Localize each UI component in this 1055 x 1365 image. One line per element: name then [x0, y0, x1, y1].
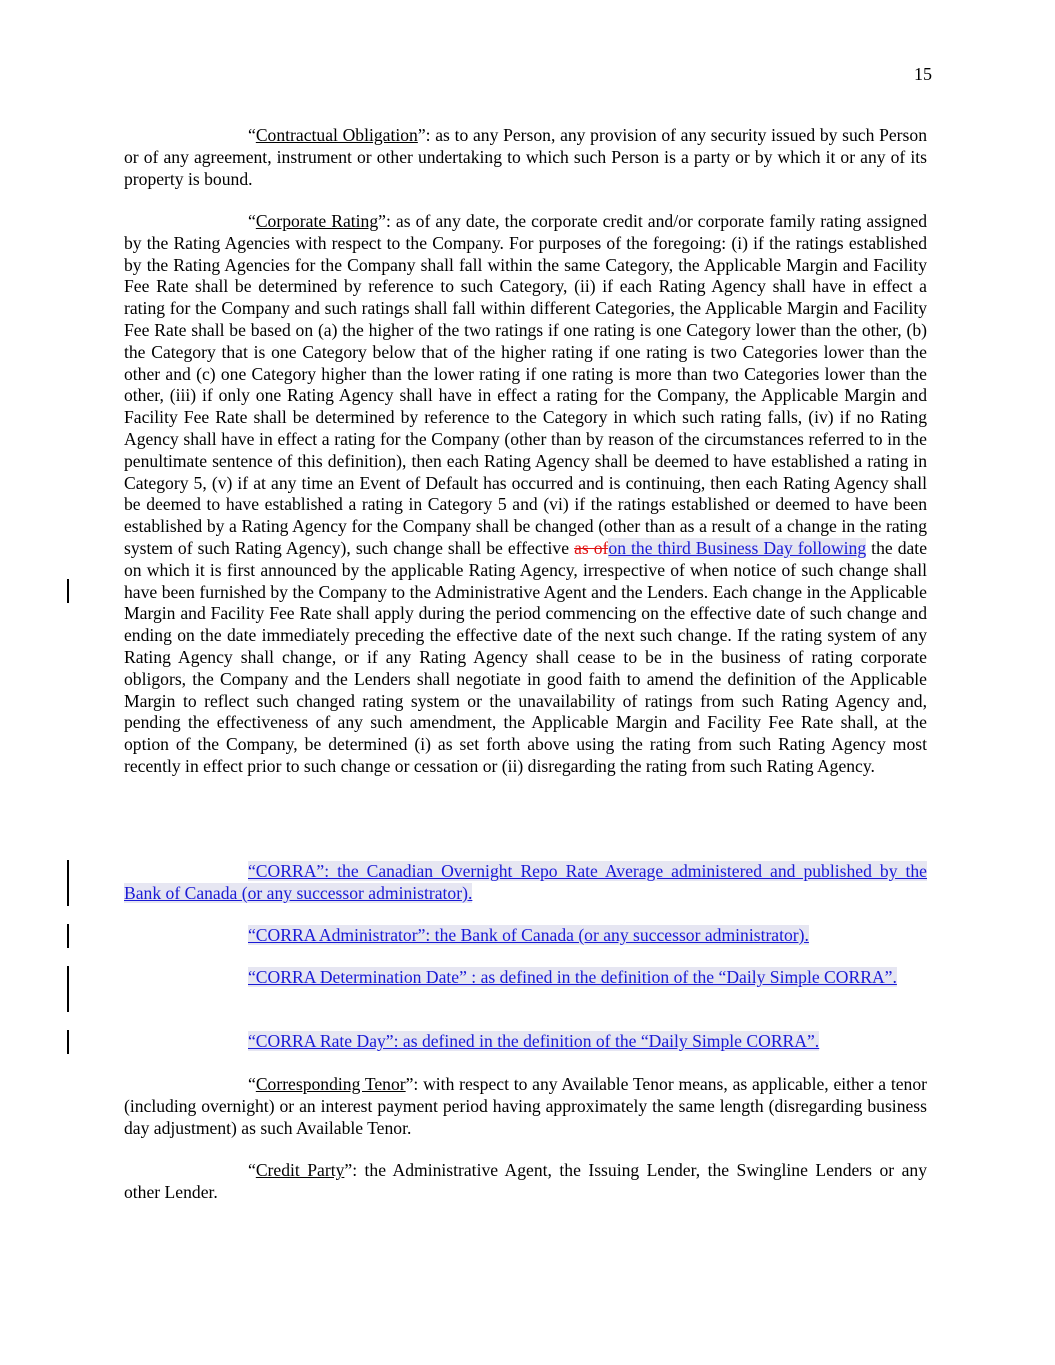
inserted-text: “CORRA Administrator”: the Bank of Canada (or any successor administrator). [248, 925, 809, 945]
definition-text: ”: as of any date, the corporate credit and/or corporate family rating assigned by the Rating Agencies with respect to the Company. For purposes of the foregoing: (i) if the ratings established by the Rating Agencies for the Company shall fall within the same Category, the Applicable Margin and Facility Fee Rate shall be determined by reference to such Category, (ii) if each Rating Agency shall have in effect a rating for the Company and such ratings shall fall within different Categories, the Applicable Margin and Facility Fee Rate shall be based on (a) the higher of the two ratings if one rating is one Category lower than the other, (b) the Category that is one Category below that of the higher rating if one rating is two Categories lower than the other and (c) one Category higher than the lower rating if one rating is more than two Categories lower than the other, (iii) if only one Rating Agency shall have in effect a rating for the Company, the Applicable Margin and Facility Fee Rate shall be determined by reference to the Category in which such rating falls, (iv) if no Rating Agency shall have in effect a rating for the Company (other than by reason of the circumstances referred to in the penultimate sentence of this definition), then each Rating Agency shall be deemed to have established a rating in Category 5, (v) if at any time an Event of Default has occurred and is continuing, then each Rating Agency shall be deemed to have established a rating in Category 5 and (vi) if the ratings established or deemed to have been established by a Rating Agency for the Company shall be changed (other than as a result of a change in the rating system of such Rating Agency), such change shall be effective [124, 211, 927, 558]
page-number: 15 [914, 64, 932, 84]
change-bar [67, 966, 69, 1012]
definition-corra-determination-date [124, 967, 927, 989]
inserted-text: “CORRA”: the Canadian Overnight Repo Rate Average administered and published by the Bank of Canada (or any successor administrator). [124, 861, 927, 903]
change-bar [67, 1030, 69, 1054]
defined-term: Corresponding Tenor [255, 1074, 406, 1094]
defined-term: Corporate Rating [255, 211, 379, 231]
definition-text: ”: with respect to any Available Tenor means, as applicable, either a tenor (including overnight) or an interest payment period having approximately the same length (disregarding business day adjustment) as such Available Tenor. [124, 1074, 928, 1138]
open-quote: “ [248, 125, 256, 145]
definition-text: ”: the Administrative Agent, the Issuing Lender, the Swingline Lenders or any other Lender. [124, 1160, 927, 1202]
definition-credit-party [124, 1160, 927, 1204]
defined-term: Contractual Obligation [255, 125, 418, 145]
change-bar [67, 860, 69, 906]
change-bar [67, 924, 69, 948]
inserted-text: “CORRA Determination Date” : as defined in the definition of the “Daily Simple CORRA”. [248, 967, 897, 987]
defined-term: Credit Party [255, 1160, 345, 1180]
definition-contractual-obligation [124, 125, 927, 190]
open-quote: “ [248, 1074, 256, 1094]
open-quote: “ [248, 211, 256, 231]
open-quote: “ [248, 1160, 256, 1180]
inserted-text: “CORRA Rate Day”: as defined in the definition of the “Daily Simple CORRA”. [248, 1031, 820, 1051]
inserted-text: on the third Business Day following [608, 537, 867, 558]
deleted-text: as of [574, 537, 609, 558]
definition-corra-administrator [124, 925, 927, 947]
definition-corra [124, 861, 927, 905]
definition-corresponding-tenor [124, 1074, 927, 1139]
definition-text-continued: the date on which it is first announced by the applicable Rating Agency, irrespective of when notice of such change shall have been furnished by the Company to the Administrative Agent and the Lenders. Each change in the Applicable Margin and Facility Fee Rate shall apply during the period commencing on the effective date of such change and ending on the date immediately preceding the effective date of the next such change. If the rating system of any Rating Agency shall change, or if any Rating Agency shall cease to be in the business of rating corporate obligors, the Company and the Lenders shall negotiate in good faith to amend the definition of the Applicable Margin to reflect such changed rating system or the unavailability of ratings from such Rating Agency and, pending the effectiveness of any such amendment, the Applicable Margin and Facility Fee Rate shall, at the option of the Company, be determined (i) as set forth above using the rating from such Rating Agency most recently in effect prior to such change or cessation or (ii) disregarding the rating from such Rating Agency. [124, 537, 928, 776]
change-bar [67, 579, 69, 603]
definition-corra-rate-day [124, 1031, 927, 1053]
definition-corporate-rating [124, 211, 927, 778]
definition-text: ”: as to any Person, any provision of any security issued by such Person or of any agreement, instrument or other undertaking to which such Person is a party or by which it or any of its property is bound. [124, 125, 927, 189]
